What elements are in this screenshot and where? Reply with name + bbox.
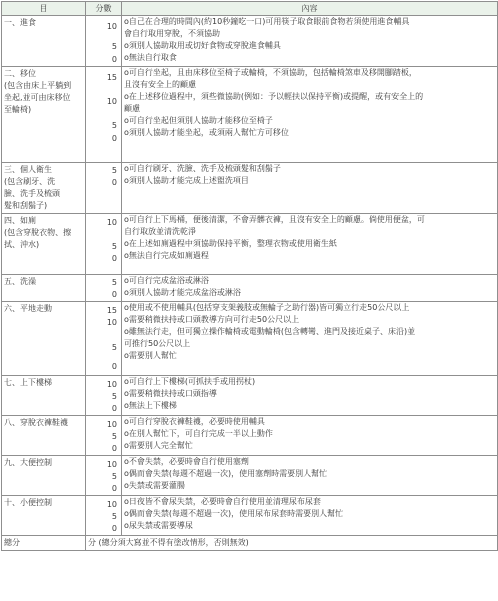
item-cell xyxy=(2,376,86,416)
option-line: o不會失禁，必要時會自行使用塞劑 xyxy=(124,457,249,466)
score-value: 5 xyxy=(111,166,117,175)
score-value: 0 xyxy=(111,444,117,453)
footer-row xyxy=(2,536,498,551)
score-value: 10 xyxy=(106,460,117,469)
score-value: 10 xyxy=(106,97,117,106)
score-value: 10 xyxy=(106,318,117,327)
content-cell xyxy=(122,496,498,536)
table-row xyxy=(2,214,498,275)
option-line: o須別人協助取用或切好食物或穿脫進食輔具 xyxy=(124,41,281,50)
content-cell xyxy=(122,302,498,376)
score-value: 5 xyxy=(111,392,117,401)
item-cell xyxy=(2,67,86,163)
option-line: o可自行穿脫衣褲鞋襪，必要時使用輔具 xyxy=(124,417,265,426)
option-line: o可自行坐起但須別人協助才能移位至椅子 xyxy=(124,116,273,125)
option-line: o需要稍微扶持或口頭指導 xyxy=(124,389,217,398)
item-cell xyxy=(2,214,86,275)
table-row xyxy=(2,496,498,536)
score-value: 0 xyxy=(111,134,117,143)
option-line: 可推行50公尺以上 xyxy=(124,339,191,348)
option-line: o使用或不使用輔具(包括穿支架義肢或無輪子之助行器)皆可獨立行走50公尺以上 xyxy=(124,303,410,312)
item-name: 二、移位 xyxy=(4,69,36,78)
score-value: 15 xyxy=(106,306,117,315)
table-row xyxy=(2,163,498,214)
option-line: o須別人協助才能完成上述盥洗項目 xyxy=(124,176,249,185)
table-row xyxy=(2,456,498,496)
item-name: 十、小便控制 xyxy=(4,498,52,507)
table-row xyxy=(2,16,498,67)
item-cell xyxy=(2,302,86,376)
score-value: 5 xyxy=(111,278,117,287)
option-line: o日夜皆不會尿失禁，必要時會自行使用並清理尿布尿套 xyxy=(124,497,321,506)
option-line: o需要別人完全幫忙 xyxy=(124,441,193,450)
adl-form-page xyxy=(0,1,498,601)
header-content: 內容 xyxy=(122,2,498,16)
option-line: o自己在合理的時間內(約10秒鐘吃一口)可用筷子取食眼前食物若須使用進食輔具 xyxy=(124,17,410,26)
item-name: 六、平地走動 xyxy=(4,304,52,313)
score-value: 0 xyxy=(111,178,117,187)
content-cell xyxy=(122,376,498,416)
footer-text: 分 (總分須大寫並不得有塗改情形，否則無效) xyxy=(86,536,498,551)
score-cell xyxy=(86,67,122,163)
option-line: o須別人協助才能坐起，或須兩人幫忙方可移位 xyxy=(124,128,289,137)
option-line: 自行取放並清洗乾淨 xyxy=(124,227,196,236)
score-value: 0 xyxy=(111,362,117,371)
option-line: o在上述如廁過程中須協助保持平衡，整理衣物或使用衛生紙 xyxy=(124,239,337,248)
option-line: o可自行坐起，且由床移位至椅子或輪椅，不須協助，包括輪椅煞車及移開腳踏板， xyxy=(124,68,417,77)
table-row xyxy=(2,416,498,456)
item-cell xyxy=(2,163,86,214)
table-row xyxy=(2,275,498,302)
item-name: 五、洗澡 xyxy=(4,277,36,286)
header-row xyxy=(2,2,498,16)
score-cell xyxy=(86,302,122,376)
content-cell xyxy=(122,16,498,67)
item-cell xyxy=(2,416,86,456)
table-row xyxy=(2,67,498,163)
item-subtitle: (包含穿脫衣物、擦拭、沖水) xyxy=(4,228,72,249)
score-value: 5 xyxy=(111,512,117,521)
item-name: 九、大便控制 xyxy=(4,458,52,467)
item-name: 七、上下樓梯 xyxy=(4,378,52,387)
item-cell xyxy=(2,496,86,536)
score-value: 0 xyxy=(111,524,117,533)
content-cell xyxy=(122,416,498,456)
option-line: o可自行完成盆浴或淋浴 xyxy=(124,276,209,285)
option-line: o須別人協助才能完成盆浴或淋浴 xyxy=(124,288,241,297)
option-line: o可自行上下樓梯(可抓扶手或用拐杖) xyxy=(124,377,256,386)
item-name: 八、穿脫衣褲鞋襪 xyxy=(4,418,68,427)
item-cell xyxy=(2,456,86,496)
item-name: 三、個人衛生 xyxy=(4,165,52,174)
item-name: 四、如廁 xyxy=(4,216,36,225)
content-cell xyxy=(122,67,498,163)
option-line: o可自行上下馬桶，便後清潔，不會弄髒衣褲，且沒有安全上的顧慮。倘使用便盆，可 xyxy=(124,215,425,224)
score-cell xyxy=(86,376,122,416)
score-value: 5 xyxy=(111,42,117,51)
score-value: 5 xyxy=(111,472,117,481)
option-line: o偶而會失禁(每週不超過一次)，使用尿布尿套時需要別人幫忙 xyxy=(124,509,344,518)
score-value: 10 xyxy=(106,22,117,31)
item-subtitle: (包含由床上平躺到坐起,並可由床移位至輪椅) xyxy=(4,81,72,114)
score-value: 10 xyxy=(106,420,117,429)
option-line: o尿失禁或需要導尿 xyxy=(124,521,193,530)
score-cell xyxy=(86,496,122,536)
item-cell xyxy=(2,16,86,67)
score-value: 10 xyxy=(106,380,117,389)
content-cell xyxy=(122,456,498,496)
score-value: 10 xyxy=(106,218,117,227)
content-cell xyxy=(122,214,498,275)
score-value: 0 xyxy=(111,484,117,493)
item-subtitle: (包含刷牙、洗臉、洗手及梳頭髮和刮鬍子) xyxy=(4,177,60,210)
score-value: 5 xyxy=(111,432,117,441)
option-line: o無法上下樓梯 xyxy=(124,401,177,410)
score-cell xyxy=(86,416,122,456)
option-line: 顧慮 xyxy=(124,104,140,113)
score-value: 0 xyxy=(111,55,117,64)
score-cell xyxy=(86,456,122,496)
option-line: o需要稍微扶持或口頭教導方向可行走50公尺以上 xyxy=(124,315,300,324)
adl-score-table xyxy=(1,1,498,551)
item-cell xyxy=(2,275,86,302)
option-line: o需要別人幫忙 xyxy=(124,351,177,360)
score-cell xyxy=(86,214,122,275)
option-line: o在別人幫忙下，可自行完成一半以上動作 xyxy=(124,429,273,438)
option-line: o無法自行取食 xyxy=(124,53,177,62)
footer-label: 總分 xyxy=(2,536,86,551)
content-cell xyxy=(122,275,498,302)
score-cell xyxy=(86,275,122,302)
score-cell xyxy=(86,163,122,214)
score-value: 0 xyxy=(111,254,117,263)
score-cell xyxy=(86,16,122,67)
option-line: o在上述移位過程中，須些微協助(例如：予以輕扶以保持平衡)或提醒，或有安全上的 xyxy=(124,92,424,101)
header-score: 分數 xyxy=(86,2,122,16)
score-value: 0 xyxy=(111,290,117,299)
score-value: 5 xyxy=(111,121,117,130)
option-line: 會自行取用穿脫，不須協助 xyxy=(124,29,220,38)
option-line: o偶而會失禁(每週不超過一次)，使用塞劑時需要別人幫忙 xyxy=(124,469,328,478)
item-name: 一、進食 xyxy=(4,18,36,27)
table-row xyxy=(2,302,498,376)
option-line: o無法自行完成如廁過程 xyxy=(124,251,209,260)
header-item: 目 xyxy=(2,2,86,16)
score-value: 5 xyxy=(111,343,117,352)
content-cell xyxy=(122,163,498,214)
score-value: 15 xyxy=(106,73,117,82)
score-value: 0 xyxy=(111,404,117,413)
option-line: o可自行刷牙、洗臉、洗手及梳頭髮和刮鬍子 xyxy=(124,164,281,173)
option-line: o雖無法行走，但可獨立操作輪椅或電動輪椅(包含轉彎、進門及接近桌子、床沿)並 xyxy=(124,327,416,336)
option-line: o失禁或需要灌腸 xyxy=(124,481,185,490)
score-value: 10 xyxy=(106,500,117,509)
option-line: 且沒有安全上的顧慮 xyxy=(124,80,196,89)
score-value: 5 xyxy=(111,242,117,251)
table-row xyxy=(2,376,498,416)
